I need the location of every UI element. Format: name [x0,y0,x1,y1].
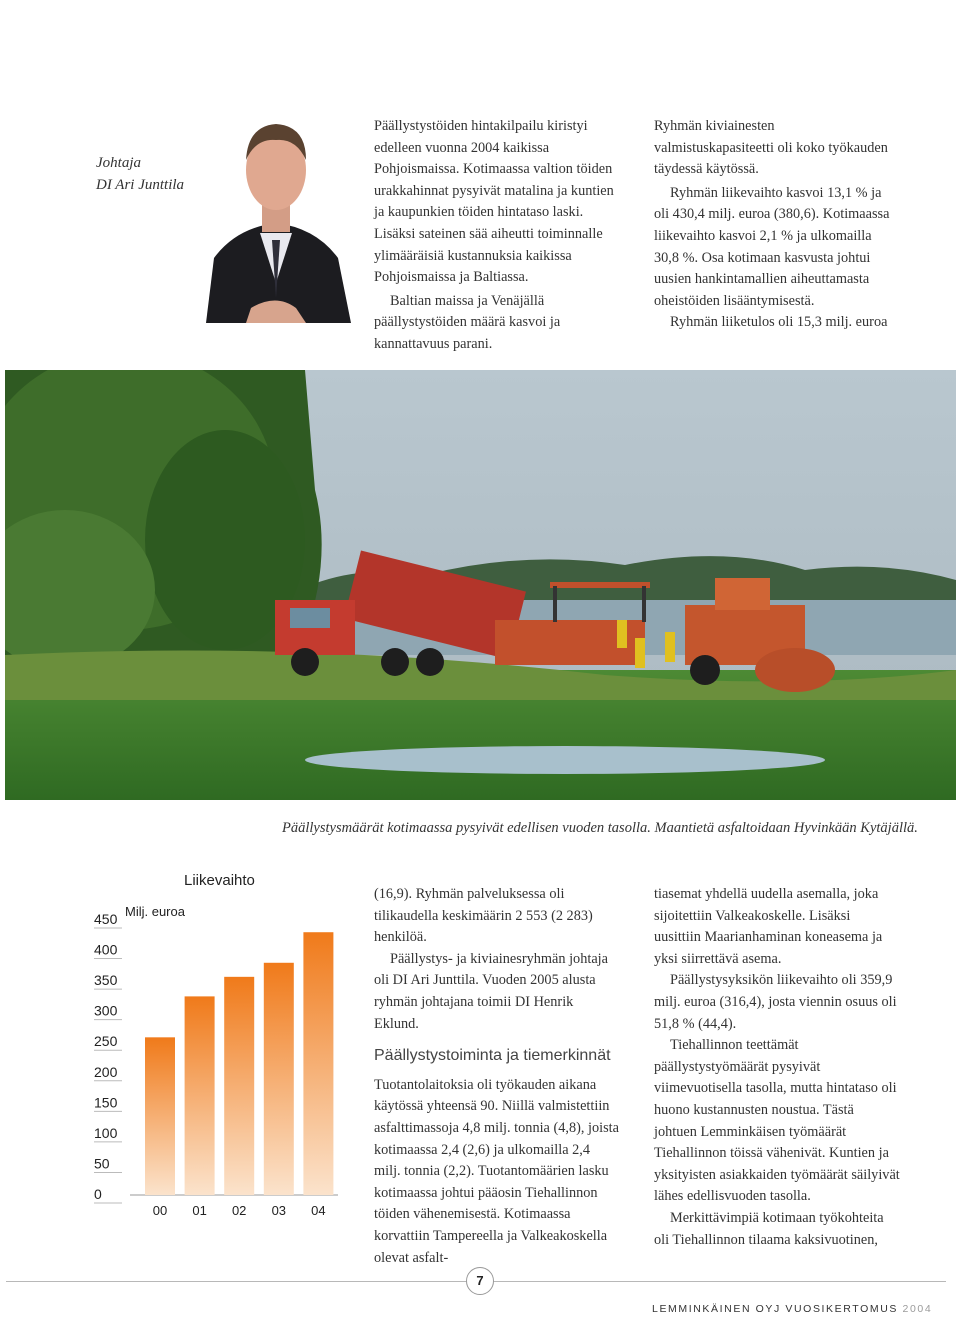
bar-04 [303,932,333,1195]
x-tick-label: 00 [152,1203,168,1218]
body-paragraph-3: Tuotantolaitoksia oli työkauden aikana käytössä yhteensä 90. Niillä valmistettiin asfalttimassoja 4,8 milj. tonnia (4,8), joista kotimaassa 2,4 (2,6) ja ulkomailla 2,4 milj. tonnia (2,2). Tuotantomäärien lasku kotimaassa johtui pääosin Tiehallinnon töiden vähenemisestä. Kotimaassa korvattiin Tampereella ja Valkeakoskella olevat asfalt- [374,1076,619,1266]
bar-00 [145,1037,175,1195]
x-tick-label: 03 [271,1203,287,1218]
body-col2-paragraph-1: tiasemat yhdellä uudella asemalla, joka sijoitettiin Valkeakoskelle. Lisäksi uusittiin Maarianhaminan koneasema ja yksi siirrettävä asema. [654,886,883,967]
intro-col2-paragraph-1: Ryhmän kiviainesten valmistuskapasiteetti oli koko työkauden täydessä käytössä. [654,118,888,178]
y-tick-label: 300 [94,1002,118,1019]
y-tick-label: 450 [94,911,118,927]
intro-col2-paragraph-3: Ryhmän liiketulos oli 15,3 milj. euroa [670,314,888,331]
intro-column-1 [374,116,618,356]
x-tick-label: 04 [311,1203,326,1218]
portrait-caption-name: DI Ari Junttila [96,177,185,193]
y-tick-label: 50 [94,1155,110,1172]
y-tick-label: 400 [94,941,118,958]
body-column-2 [654,884,900,1251]
body-col2-paragraph-2: Päällystysyksikön liikevaihto oli 359,9 milj. euroa (316,4), josta viennin osuus oli 51,8 % (44,4). [654,972,897,1032]
photo-caption: Päällystysmäärät kotimaassa pysyivät edellisen vuoden tasolla. Maantietä asfaltoidaan Hyvinkään Kytäjällä. [282,820,918,836]
portrait-photo [196,108,356,323]
footer-publication [652,1303,932,1315]
bar-02 [224,977,254,1195]
paving-site-photo [5,370,956,800]
bar-03 [264,963,294,1195]
intro-col2-paragraph-2: Ryhmän liikevaihto kasvoi 13,1 % ja oli 430,4 milj. euroa (380,6). Kotimaassa liikevaihto kasvoi 2,1 % ja ulkomailla 30,8 %. Osa kotimaan kasvusta johtui uusien hankintamallien aiheuttamasta oheistöiden lisääntymisestä. [654,184,890,309]
intro-column-2 [654,116,898,334]
body-column-1 [374,884,620,1269]
y-tick-label: 0 [94,1186,102,1202]
footer-company: LEMMINKÄINEN OYJ VUOSIKERTOMUS [652,1303,898,1315]
intro-paragraph-2: Baltian maissa ja Venäjällä päällystystöiden määrä kasvoi ja kannattavuus parani. [374,292,561,352]
y-tick-label: 250 [94,1033,118,1050]
body-col2-paragraph-4: Merkittävimpiä kotimaan työkohteita oli Tiehallinnon tilaama kaksivuotinen, [654,1209,884,1248]
y-tick-label: 150 [94,1094,118,1111]
x-tick-label: 02 [231,1203,247,1218]
chart-title: Liikevaihto [184,872,255,889]
body-paragraph-2: Päällystys- ja kiviainesryhmän johtaja oli DI Ari Junttila. Vuoden 2005 alusta ryhmän johtajana toimii DI Henrik Eklund. [374,950,608,1032]
y-tick-label: 200 [94,1063,118,1080]
portrait-caption-role: Johtaja [96,155,141,171]
bar-01 [185,996,215,1195]
revenue-bar-chart [88,895,348,1225]
chart-unit-label: Milj. euroa [125,904,185,919]
portrait-caption [96,152,184,196]
body-col2-paragraph-3: Tiehallinnon teettämät päällystystyömäärät pysyivät viimevuotisella tasolla, mutta hintataso oli huono kustannusten noustua. Tästä johtuen Lemminkäisen työmäärät Tiehallinnon töissä vähenivät. Kuntien ja yksityisten asiakkaiden työmäärät säilyivät lähes edellisvuoden tasolla. [654,1037,900,1205]
page-number: 7 [466,1267,494,1295]
body-paragraph-1: (16,9). Ryhmän palveluksessa oli tilikaudella keskimäärin 2 553 (2 283) henkilöä. [374,886,593,946]
x-tick-label: 01 [192,1203,207,1218]
y-tick-label: 100 [94,1124,118,1141]
footer-year: 2004 [902,1303,933,1315]
y-tick-label: 350 [94,972,118,989]
intro-paragraph-1: Päällystystöiden hintakilpailu kiristyi edelleen vuonna 2004 kaikissa Pohjoismaissa. Kotimaassa valtion töiden urakkahinnat pysyivät matalina ja kuntien ja kaupunkien töiden hintataso laski. Lisäksi sateinen sää aiheutti toiminnalle ylimääräisiä kustannuksia kaikissa Pohjoismaissa ja Baltiassa. [374,118,614,286]
section-heading: Päällystystoiminta ja tiemerkinnät [374,1047,611,1065]
